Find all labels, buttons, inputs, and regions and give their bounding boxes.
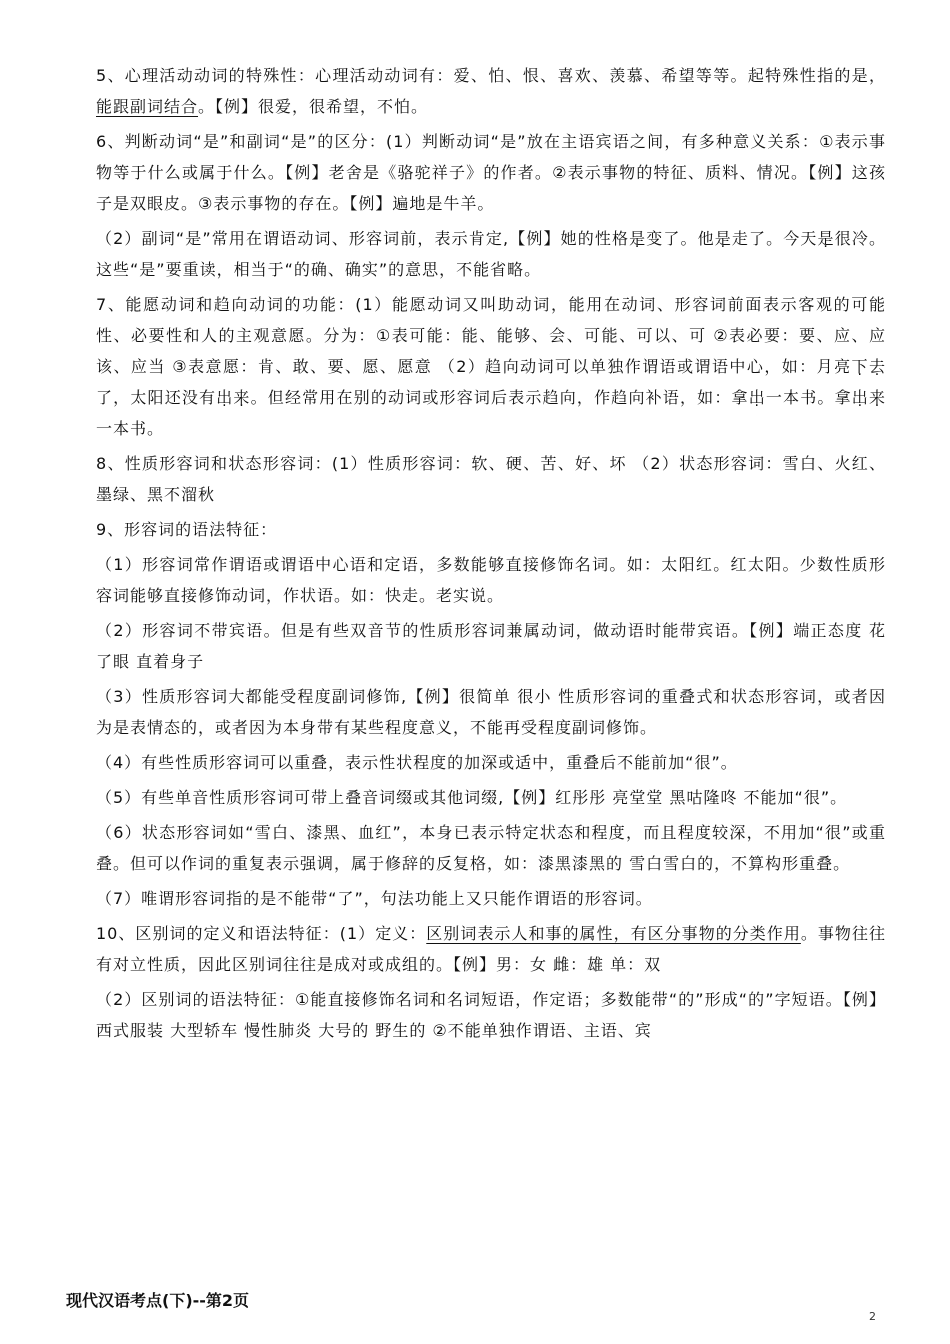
emphasis-dotted-char: 下	[851, 357, 869, 376]
text-run: 一本书。	[96, 419, 165, 438]
text-run: （2）区别词的语法特征：①能直接修饰名词和名词短语，作定语；多数能带“的”形成“的”字短语。【例】西式服装 大型轿车 慢性肺炎 大号的 野生的 ②不能单独作谓语、主语、宾	[96, 990, 886, 1040]
paragraph	[96, 289, 886, 444]
paragraph	[96, 817, 886, 879]
emphasis-dotted-char: 出	[216, 388, 234, 407]
text-run: （1）形容词常作谓语或谓语中心语和定语，多数能够直接修饰名词。如：太阳红。红太阳。少数性质形容词能够直接修饰动词，作状语。如：快走。老实说。	[96, 555, 886, 605]
paragraph	[96, 223, 886, 285]
paragraph	[96, 747, 886, 778]
text-run: 很冷。这些“是”要重读，相当于“的确、确实”的意思，不能省略。	[96, 229, 886, 279]
text-run: 变了。他	[646, 229, 715, 248]
text-run: （5）有些单音性质形容词可带上叠音词缀或其他词缀,【例】红彤彤 亮堂堂 黑咕隆咚 不能加“很”。	[96, 788, 848, 807]
text-run: 。但经常用在别的动词或形容词后表示趋向，作趋向补语，如：拿	[250, 388, 749, 407]
text-run: （6）状态形容词如“雪白、漆黑、血红”，本身已表示特定状态和程度，而且程度较深，不用加“很”或重叠。但可以作词的重复表示强调，属于修辞的反复格，如：漆黑漆黑的 雪白雪白的，不算构形重叠。	[96, 823, 886, 873]
text-run: 5、心理活动动词的特殊性：心理活动动词有：爱、怕、恨、喜欢、羡慕、希望等等。起特殊性指的是，	[96, 66, 886, 85]
text-run: 了，太阳还没有	[96, 388, 217, 407]
paragraph	[96, 883, 886, 914]
paragraph	[96, 514, 886, 545]
paragraph	[96, 126, 886, 219]
paragraph	[96, 918, 886, 980]
paragraph	[96, 782, 886, 813]
paragraph	[96, 984, 886, 1046]
text-run: 8、性质形容词和状态形容词：(1）性质形容词：软、硬、苦、好、坏 （2）状态形容词：雪白、火红、墨绿、黑不溜秋	[96, 454, 886, 504]
text-run: 10、区别词的定义和语法特征：(1）定义：	[96, 924, 427, 943]
emphasis-dotted-char: 去	[868, 357, 886, 376]
emphasis-dotted-char: 出	[851, 388, 869, 407]
text-run: （3）性质形容词大都能受程度副词修饰,【例】很简单 很小 性质形容词的重叠式和状态形容词，或者因为是表情态的，或者因为本身带有某些程度意义，不能再受程度副词修饰。	[96, 687, 886, 737]
emphasis-dotted-char: 是	[714, 229, 732, 248]
text-run: （2）形容词不带宾语。但是有些双音节的性质形容词兼属动词，做动语时能带宾语。【例】端正态度 花了眼 直着身子	[96, 621, 886, 671]
emphasis-dotted-char: 是	[817, 229, 835, 248]
text-run: 9、形容词的语法特征：	[96, 520, 278, 539]
text-run: 7、能愿动词和趋向动词的功能：(1）能愿动词又叫助动词，能用在动词、形容词前面表示客观的可能性、必要性和人的主观意愿。分为：①表可能：能、能够、会、可能、可以、可 ②表必要：要、应、应该、应当 ③表意愿：肯、敢、要、愿、愿意 （2）趋向动词可以单独作谓语或谓语中心，如：月亮	[96, 295, 886, 376]
paragraph	[96, 60, 886, 122]
text-run: 。事物往往有对立性质，因此区别词往往是成对或成组的。【例】男：女 雌：雄 单：双	[96, 924, 886, 974]
paragraph	[96, 448, 886, 510]
text-run: 走了。今天	[731, 229, 818, 248]
underlined-text: 区别词表示人和事的属性，有区分事物的分类作用	[426, 924, 801, 943]
page-footer: 现代汉语考点(下)--第2页	[66, 1291, 250, 1310]
emphasis-dotted-char: 来	[868, 388, 886, 407]
text-run: （2）副词“是”常用在谓语动词、形容词前，表示肯定,【例】她的性格	[96, 229, 630, 248]
text-run: 6、判断动词“是”和副词“是”的区分：(1）判断动词“是”放在主语宾语之间，有多种意义关系：①表示事物等于什么或属于什么。【例】老舍是《骆驼祥子》的作者。②表示事物的特征、质料、情况。【例】这孩子是双眼皮。③表示事物的存在。【例】遍地是牛羊。	[96, 132, 886, 213]
text-run: （4）有些性质形容词可以重叠，表示性状程度的加深或适中，重叠后不能前加“很”。	[96, 753, 738, 772]
emphasis-dotted-char: 是	[629, 229, 647, 248]
paragraph	[96, 681, 886, 743]
page-number: 2	[869, 1310, 876, 1323]
emphasis-dotted-char: 来	[233, 388, 251, 407]
text-run: 一本书。拿	[765, 388, 852, 407]
text-run: （7）唯谓形容词指的是不能带“了”，句法功能上又只能作谓语的形容词。	[96, 889, 653, 908]
paragraph	[96, 549, 886, 611]
paragraph	[96, 615, 886, 677]
underlined-text: 能跟副词结合	[96, 97, 199, 116]
document-body	[96, 60, 886, 1050]
text-run: 。【例】很爱，很希望，不怕。	[198, 97, 429, 116]
emphasis-dotted-char: 出	[748, 388, 766, 407]
